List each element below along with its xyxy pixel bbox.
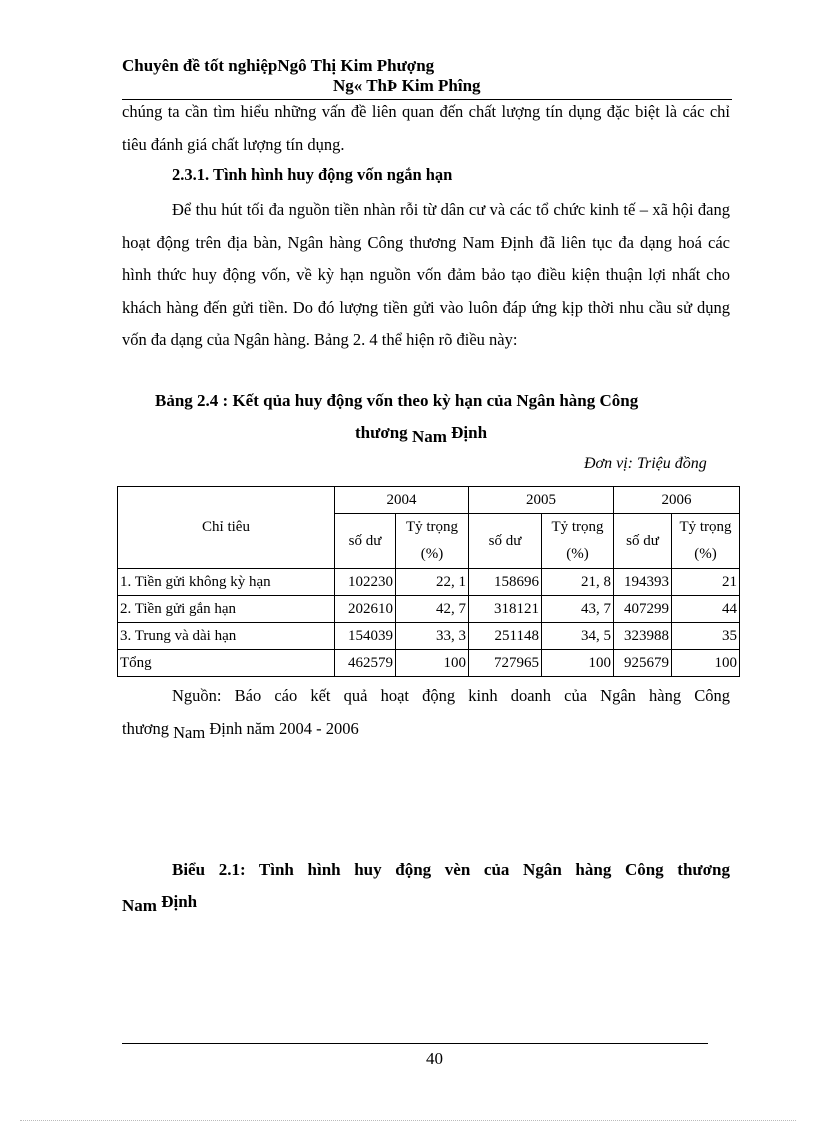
chart-caption-text-b: Định bbox=[156, 892, 198, 911]
subheader-share-2004 bbox=[396, 514, 469, 569]
share-unit: (%) bbox=[566, 546, 589, 562]
source-text-c: Định năm 2004 - 2006 bbox=[205, 719, 359, 738]
paragraph-funding-text: Để thu hút tối đa nguồn tiền nhàn rỗi từ dân cư và các tổ chức kinh tế – xã hội đang hoạt động trên địa bàn, Ngân hàng Công thương Nam Định đã liên tục đa dạng hoá các hình thức huy động vốn, về kỳ hạn nguồn vốn đảm bảo tạo điều kiện thuận lợi nhất cho khách hàng đến gửi tiền. Do đó lượng tiền gửi vào luôn đáp ứng kịp thời nhu cầu sử dụng vốn đa dạng của Ngân hàng. Bảng 2. 4 thể hiện rõ điều này: bbox=[122, 200, 730, 350]
cell-share: 100 bbox=[396, 650, 469, 677]
cell-value: 407299 bbox=[614, 596, 672, 623]
cell-value: 318121 bbox=[469, 596, 542, 623]
chart-caption-text-a: Nam bbox=[122, 896, 157, 915]
row-label: 2. Tiền gửi gắn hạn bbox=[118, 596, 335, 623]
caption-text-a: thương bbox=[355, 423, 412, 442]
cell-value: 102230 bbox=[335, 569, 396, 596]
row-label: 3. Trung và dài hạn bbox=[118, 623, 335, 650]
cell-share: 34, 5 bbox=[542, 623, 614, 650]
cell-share: 21, 8 bbox=[542, 569, 614, 596]
table-row bbox=[118, 623, 740, 650]
subheader-share-2005 bbox=[542, 514, 614, 569]
cell-value: 194393 bbox=[614, 569, 672, 596]
page-number: 40 bbox=[426, 1049, 443, 1068]
cell-share: 33, 3 bbox=[396, 623, 469, 650]
footer-rule bbox=[122, 1043, 708, 1044]
cell-share: 100 bbox=[542, 650, 614, 677]
page-edge bbox=[20, 1120, 796, 1121]
table-unit: Đơn vị: Triệu đồng bbox=[584, 455, 707, 472]
cell-share: 43, 7 bbox=[542, 596, 614, 623]
cell-value: 202610 bbox=[335, 596, 396, 623]
source-text-a: thương bbox=[122, 719, 174, 738]
cell-value: 158696 bbox=[469, 569, 542, 596]
paragraph-funding bbox=[122, 194, 730, 357]
header-author: Ng« ThÞ Kim Phîng bbox=[333, 76, 481, 95]
funding-table bbox=[117, 486, 740, 677]
cell-value: 925679 bbox=[614, 650, 672, 677]
chart-caption-line1 bbox=[172, 860, 730, 880]
source-note-line1 bbox=[172, 686, 730, 706]
header-title: Chuyên đề tốt nghiệpNgô Thị Kim Phượng bbox=[122, 56, 435, 75]
cell-share: 22, 1 bbox=[396, 569, 469, 596]
table-row-total bbox=[118, 650, 740, 677]
table-row bbox=[118, 596, 740, 623]
cell-share: 35 bbox=[672, 623, 740, 650]
caption-text-b: Nam bbox=[411, 427, 447, 446]
chart-caption-text: Biểu 2.1: Tình hình huy động vèn của Ngân hàng Công thương bbox=[172, 860, 730, 879]
row-label: Tổng bbox=[118, 650, 335, 677]
paragraph-intro bbox=[122, 96, 730, 161]
table-caption-line1: Bảng 2.4 : Kết qủa huy động vốn theo kỳ hạn của Ngân hàng Công bbox=[155, 391, 639, 410]
table-row bbox=[118, 569, 740, 596]
share-label: Tỷ trọng bbox=[551, 519, 604, 535]
subheader-balance-2005: số dư bbox=[469, 514, 542, 569]
source-note-text: Nguồn: Báo cáo kết quả hoạt động kinh doanh của Ngân hàng Công bbox=[172, 686, 730, 705]
section-title: 2.3.1. Tình hình huy động vốn ngắn hạn bbox=[172, 165, 453, 184]
cell-share: 100 bbox=[672, 650, 740, 677]
cell-value: 323988 bbox=[614, 623, 672, 650]
share-unit: (%) bbox=[420, 546, 444, 562]
share-unit: (%) bbox=[694, 546, 717, 562]
source-note-line2 bbox=[122, 719, 359, 742]
source-text-b: Nam bbox=[173, 723, 206, 742]
subheader-balance-2004: số dư bbox=[335, 514, 396, 569]
paragraph-intro-text: chúng ta cần tìm hiểu những vấn đề liên quan đến chất lượng tín dụng đặc biệt là các chỉ tiêu đánh giá chất lượng tín dụng. bbox=[122, 102, 730, 154]
share-label: Tỷ trọng bbox=[405, 519, 459, 535]
header-indicator: Chỉ tiêu bbox=[118, 487, 335, 569]
share-label: Tỷ trọng bbox=[679, 519, 732, 535]
caption-text-c: Định bbox=[446, 423, 488, 442]
header-year-2004: 2004 bbox=[335, 487, 469, 514]
cell-share: 44 bbox=[672, 596, 740, 623]
cell-share: 21 bbox=[672, 569, 740, 596]
subheader-balance-2006: số dư bbox=[614, 514, 672, 569]
cell-value: 154039 bbox=[335, 623, 396, 650]
table-caption-line2 bbox=[355, 423, 488, 446]
subheader-share-2006 bbox=[672, 514, 740, 569]
cell-value: 251148 bbox=[469, 623, 542, 650]
cell-value: 462579 bbox=[335, 650, 396, 677]
row-label: 1. Tiền gửi không kỳ hạn bbox=[118, 569, 335, 596]
header-year-2005: 2005 bbox=[469, 487, 614, 514]
cell-share: 42, 7 bbox=[396, 596, 469, 623]
cell-value: 727965 bbox=[469, 650, 542, 677]
header-year-2006: 2006 bbox=[614, 487, 740, 514]
chart-caption-line2 bbox=[122, 892, 198, 915]
